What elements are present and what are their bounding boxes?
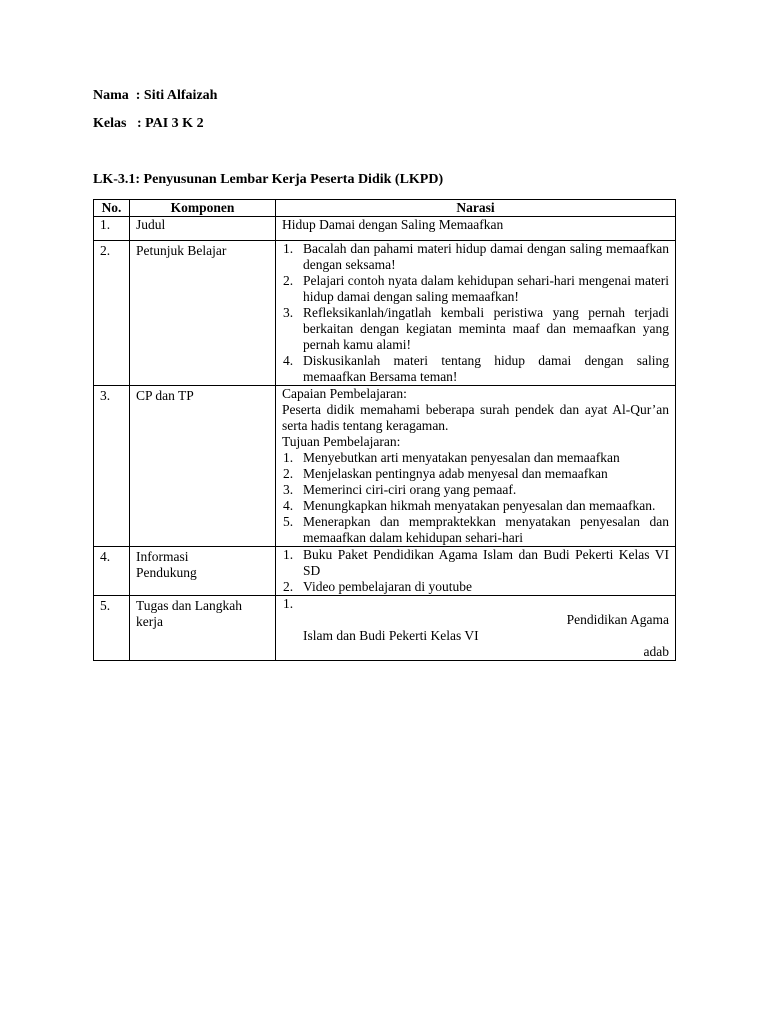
tp-label: Tujuan Pembelajaran: [282, 434, 401, 449]
instruction-list [282, 241, 669, 385]
table-row [94, 386, 676, 547]
table-row [94, 547, 676, 596]
list-item: 2. Video pembelajaran di youtube [283, 579, 473, 594]
row-narration: Hidup Damai dengan Saling Memaafkan [276, 217, 676, 241]
row-component: Petunjuk Belajar [130, 241, 276, 386]
task-line: Pendidikan Agama [566, 612, 669, 627]
table-row [94, 241, 676, 386]
cp-text: Peserta didik memahami beberapa surah pendek dan ayat Al-Qur’an serta hadis tentang keragaman. [282, 402, 669, 433]
row-component: Judul [130, 217, 276, 241]
list-item: 1. Bacalah dan pahami materi hidup damai dengan saling memaafkan dengan seksama! [283, 241, 669, 272]
task-number: 1. [283, 596, 294, 611]
row-number: 4. [94, 547, 130, 596]
list-item: 2. Menjelaskan pentingnya adab menyesal dan memaafkan [283, 466, 608, 481]
list-item: 1. Buku Paket Pendidikan Agama Islam dan Budi Pekerti Kelas VI SD [283, 547, 669, 578]
row-number: 3. [94, 386, 130, 547]
list-item: 3. Refleksikanlah/ingatlah kembali peristiwa yang pernah terjadi berkaitan dengan kegiatan meminta maaf dan memaafkan yang pernah kamu alami! [283, 305, 669, 352]
table-row [94, 217, 676, 241]
cp-label: Capaian Pembelajaran: [282, 386, 407, 401]
row-component: Tugas dan Langkah kerja [130, 596, 276, 661]
task-line: adab [643, 644, 669, 659]
list-item: 3. Memerinci ciri-ciri orang yang pemaaf. [283, 482, 517, 497]
row-narration [276, 596, 676, 661]
lkpd-table [93, 199, 676, 661]
list-item: 1. Menyebutkan arti menyatakan penyesalan dan memaafkan [283, 450, 620, 465]
list-item: 4. Menungkapkan hikmah menyatakan penyesalan dan memaafkan. [283, 498, 656, 513]
row-narration [276, 241, 676, 386]
header-no: No. [94, 200, 130, 217]
objective-list [282, 450, 669, 546]
resource-list [282, 547, 669, 595]
header-komponen: Komponen [130, 200, 276, 217]
header-narasi: Narasi [276, 200, 676, 217]
row-number: 1. [94, 217, 130, 241]
table-header-row [94, 200, 676, 217]
list-item: 4. Diskusikanlah materi tentang hidup damai dengan saling memaafkan Bersama teman! [283, 353, 669, 384]
row-component: Informasi Pendukung [130, 547, 276, 596]
row-number: 2. [94, 241, 130, 386]
list-item: 2. Pelajari contoh nyata dalam kehidupan sehari-hari mengenai materi hidup damai dengan saling memaafkan! [283, 273, 669, 304]
row-narration [276, 547, 676, 596]
student-name: Nama : Siti Alfaizah [93, 88, 218, 103]
table-row [94, 596, 676, 661]
row-number: 5. [94, 596, 130, 661]
worksheet-title: LK-3.1: Penyusunan Lembar Kerja Peserta Didik (LKPD) [93, 172, 444, 187]
student-class: Kelas : PAI 3 K 2 [93, 116, 204, 131]
row-narration [276, 386, 676, 547]
list-item: 5. Menerapkan dan mempraktekkan menyatakan penyesalan dan memaafkan dalam kehidupan sehari-hari [283, 514, 669, 545]
task-line: Islam dan Budi Pekerti Kelas VI [303, 628, 479, 643]
row-component: CP dan TP [130, 386, 276, 547]
